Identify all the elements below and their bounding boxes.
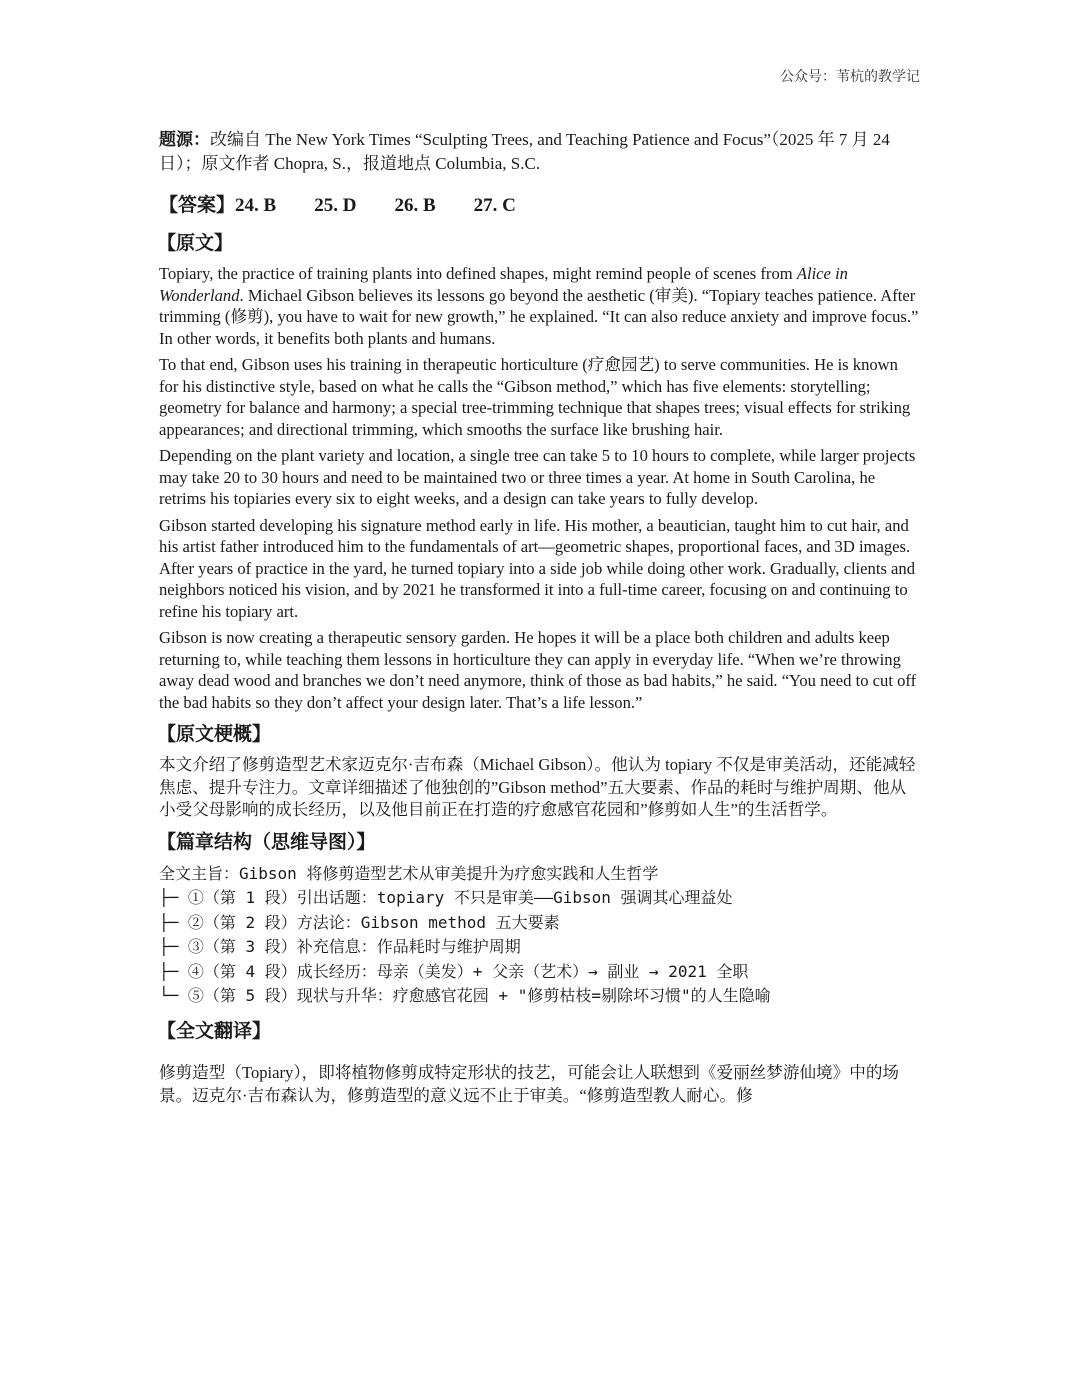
original-paragraph-2: To that end, Gibson uses his training in therapeutic horticulture (疗愈园艺) to serve communities. He is known for his distinctive style, based on what he calls the “Gibson method,” which has five elements: storytelling; geometry for balance and harmony; a special tree-trimming technique that shapes trees; visual effects for striking appearances; and directional trimming, which smooths the surface like brushing hair. [159,355,911,439]
original-paragraph-4: Gibson started developing his signature method early in life. His mother, a beautician, taught him to cut hair, and his artist father introduced him to the fundamentals of art—geometric shapes, proportional faces, and 3D images. After years of practice in the yard, he turned topiary into a side job while doing other work. Gradually, clients and neighbors noticed his vision, and by 2021 he transformed it into a full-time career, focusing on and continuing to refine his topiary art. [159,515,916,621]
original-paragraph-3: Depending on the plant variety and location, a single tree can take 5 to 10 hours to complete, while larger projects may take 20 to 30 hours and need to be maintained two or three times a year. At home in South Carolina, he retrims his topiaries every six to eight weeks, and a design can take years to fully develop. [159,446,916,508]
source-label: 题源： [159,130,210,149]
original-paragraph-5: Gibson is now creating a therapeutic sensory garden. He hopes it will be a place both children and adults keep returning to, while teaching them lessons in horticulture they can apply in everyday life. “When we’re throwing away dead wood and branches we don’t need anymore, think of those as bad habits,” he said. “You need to cut off the bad habits so they don’t affect your design later. That’s a life lesson.” [159,628,917,712]
source-text: 改编自 The New York Times “Sculpting Trees, and Teaching Patience and Focus”（2025 年 7 月 24 日）；原文作者 Chopra, S.，报道地点 Columbia, S.C. [159,130,890,173]
answer-item: 27. C [473,195,516,216]
answer-line [159,190,919,217]
summary-heading: 【原文梗概】 [157,724,272,745]
mind-map-line: ├─ ③（第 3 段）补充信息：作品耗时与维护周期 [159,937,521,956]
mind-map-line: 全文主旨：Gibson 将修剪造型艺术从审美提升为疗愈实践和人生哲学 [159,863,659,883]
mind-map-line: ├─ ①（第 1 段）引出话题：topiary 不只是审美——Gibson 强调其心理益处 [159,888,733,907]
original-paragraph-1 [159,263,919,349]
translation-heading: 【全文翻译】 [157,1020,272,1042]
structure-heading: 【篇章结构（思维导图）】 [157,831,376,853]
mind-map [159,862,919,1009]
answer-item: 26. B [394,195,436,216]
mind-map-line: ├─ ④（第 4 段）成长经历：母亲（美发）+ 父亲（艺术）→ 副业 → 2021 全职 [159,961,749,981]
answer-item: 25. D [314,195,357,216]
source-line [159,128,919,176]
paragraph-text: . Michael Gibson believes its lessons go beyond the aesthetic (审美). “Topiary teaches patience. After trimming (修剪), you have to wait for new growth,” he explained. “It can also reduce anxiety and improve focus.” In other words, it benefits both plants and humans. [159,285,919,348]
summary-text: 本文介绍了修剪造型艺术家迈克尔·吉布森（Michael Gibson）。他认为 topiary 不仅是审美活动，还能减轻焦虑、提升专注力。文章详细描述了他独创的”Gibson method”五大要素、作品的耗时与维护周期、他从小受父母影响的成长经历，以及他目前正在打造的疗愈感官花园和”修剪如人生”的生活哲学。 [159,755,916,819]
mind-map-line: └─ ⑤（第 5 段）现状与升华：疗愈感官花园 + "修剪枯枝=剔除坏习惯"的人生隐喻 [159,986,771,1005]
paragraph-text: Topiary, the practice of training plants into defined shapes, might remind people of scenes from [159,264,797,283]
document-content [159,128,919,1124]
translation-text: 修剪造型（Topiary），即将植物修剪成特定形状的技艺，可能会让人联想到《爱丽丝梦游仙境》中的场景。迈克尔·吉布森认为，修剪造型的意义远不止于审美。“修剪造型教人耐心。修 [159,1063,900,1106]
original-heading: 【原文】 [157,233,234,254]
mind-map-line: ├─ ②（第 2 段）方法论：Gibson method 五大要素 [159,912,560,932]
account-name: 公众号：苇杭的教学记 [780,70,920,85]
book-title: Alice in Wonderland [159,264,848,305]
answer-label: 【答案】 [159,195,236,216]
answer-item: 24. B [235,195,277,216]
